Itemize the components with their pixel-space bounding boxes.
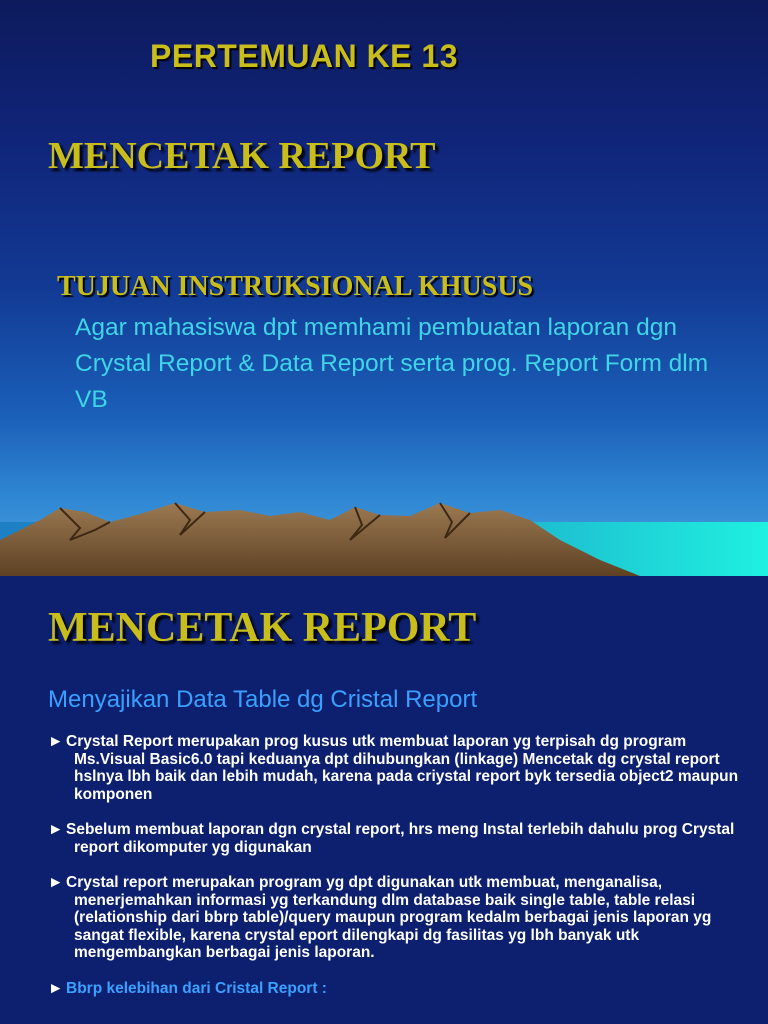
objectives-heading: TUJUAN INSTRUKSIONAL KHUSUS bbox=[57, 271, 534, 302]
bullet-item: ► Bbrp kelebihan dari Cristal Report : bbox=[48, 979, 327, 997]
meeting-title: PERTEMUAN KE 13 bbox=[150, 38, 458, 74]
bullet-arrow-icon: ► bbox=[48, 874, 64, 891]
objectives-text: Agar mahasiswa dpt memhami pembuatan laporan dgn Crystal Report & Data Report serta prog. Report Form dlm VB bbox=[75, 314, 709, 413]
bullet-item: ► Sebelum membuat laporan dgn crystal report, hrs meng Instal terlebih dahulu prog Crystal report dikomputer yg digunakan bbox=[48, 821, 735, 856]
mountain-range bbox=[0, 503, 640, 576]
bullet-list bbox=[48, 733, 748, 1015]
bullet-arrow-icon: ► bbox=[48, 733, 64, 750]
bullet-item: ► Crystal Report merupakan prog kusus utk membuat laporan yg terpisah dg program Ms.Visual Basic6.0 tapi keduanya dpt dihubungkan (linkage) Mencetak dg crystal report hslnya lbh baik dan lebih mudah, karena pada criystal report byk tersedia object2 maupun komponen bbox=[48, 733, 739, 803]
slide-2-title: MENCETAK REPORT bbox=[48, 605, 477, 651]
slide-2-subtitle: Menyajikan Data Table dg Cristal Report bbox=[48, 686, 478, 713]
slide-1-title: MENCETAK REPORT bbox=[48, 135, 436, 177]
bullet-item: ► Crystal report merupakan program yg dpt digunakan utk membuat, menganalisa, menerjemahkan informasi yg terkandung dlm database baik single table, table relasi (relationship dari bbrp table)/query maupun program kedalm berbagai jenis laporan yg sangat flexible, karena crystal eport dilengkapi dg fasilitas yg lbh banyak utk mengembangkan berbagai jenis laporan. bbox=[48, 874, 712, 961]
bullet-arrow-icon: ► bbox=[48, 821, 64, 838]
slide-2 bbox=[0, 576, 768, 1024]
bullet-arrow-icon: ► bbox=[48, 979, 64, 997]
